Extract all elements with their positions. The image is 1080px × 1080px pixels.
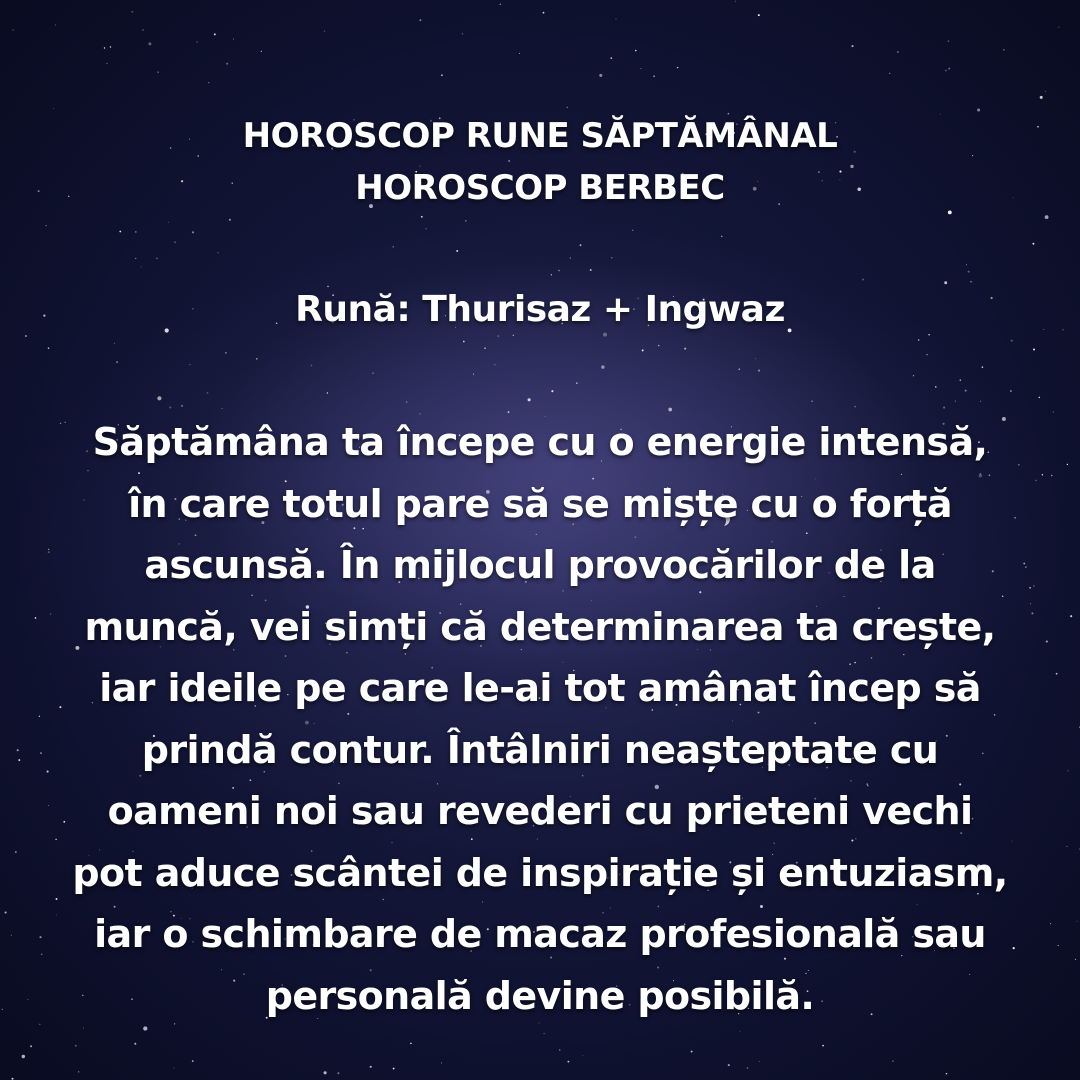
star: [174, 241, 176, 243]
paragraph-line: iar ideile pe care le-ai tot amânat încep să: [99, 666, 981, 710]
star: [372, 372, 374, 374]
star: [965, 390, 967, 392]
star: [889, 73, 890, 74]
star: [918, 339, 919, 340]
star: [110, 46, 111, 47]
star: [528, 398, 531, 401]
star: [677, 67, 678, 68]
star: [1068, 770, 1069, 771]
star: [558, 270, 560, 272]
star: [943, 407, 945, 409]
star: [508, 160, 510, 162]
star: [946, 1073, 948, 1075]
star: [225, 352, 227, 354]
star: [640, 68, 641, 69]
star: [226, 63, 228, 65]
star: [1058, 27, 1059, 28]
star: [25, 335, 27, 337]
star: [755, 358, 756, 359]
star: [106, 63, 107, 64]
star: [15, 851, 16, 852]
star: [169, 406, 171, 408]
star: [207, 392, 209, 394]
star: [610, 57, 612, 59]
star: [190, 364, 191, 365]
star: [543, 12, 545, 14]
star: [410, 1043, 412, 1045]
star: [653, 75, 655, 77]
star: [928, 334, 929, 335]
star: [173, 1068, 174, 1069]
star: [141, 266, 142, 267]
star: [17, 749, 19, 751]
star: [544, 1033, 545, 1034]
star: [104, 47, 105, 48]
star: [970, 281, 972, 283]
star: [580, 244, 582, 246]
star: [632, 230, 634, 232]
star: [966, 264, 967, 265]
paragraph-line: în care totul pare să se mișțe cu o forță: [128, 481, 952, 526]
star: [30, 1045, 32, 1047]
star: [327, 392, 328, 393]
star: [441, 1062, 442, 1063]
star: [83, 1028, 84, 1029]
star: [142, 29, 143, 30]
star: [192, 1060, 194, 1062]
star: [393, 1068, 395, 1070]
star: [1033, 349, 1035, 351]
star: [739, 1031, 740, 1032]
star: [192, 231, 194, 233]
star: [168, 222, 169, 223]
star: [311, 365, 313, 367]
star: [738, 368, 740, 370]
star: [53, 108, 54, 109]
star: [728, 1064, 730, 1066]
star: [862, 278, 864, 280]
paragraph-line: oameni noi sau revederi cu prieteni vechi: [107, 789, 973, 833]
star: [229, 219, 231, 221]
star: [1039, 397, 1041, 399]
star: [256, 358, 257, 359]
star: [2, 1009, 3, 1010]
star: [222, 408, 223, 409]
star: [119, 231, 121, 233]
star: [948, 210, 952, 214]
star: [218, 252, 219, 253]
star: [156, 257, 158, 259]
star: [935, 386, 937, 388]
star: [570, 257, 571, 258]
star: [22, 1055, 25, 1058]
horoscope-paragraph: [20, 412, 1060, 1027]
paragraph-line: prindă contur. Întâlniri neașteptate cu: [141, 727, 939, 772]
star: [851, 45, 853, 47]
star: [854, 406, 856, 408]
star: [494, 364, 495, 365]
star: [721, 236, 723, 238]
star: [566, 107, 568, 109]
star: [1040, 96, 1043, 99]
star: [1003, 49, 1004, 50]
paragraph-line: pot aduce scântei de inspirație și entuziasm,: [72, 850, 1008, 895]
star: [582, 1055, 583, 1056]
star: [419, 19, 421, 21]
star: [519, 53, 520, 54]
page-title: HOROSCOP RUNE SĂPTĂMÂNAL: [242, 116, 838, 156]
star: [747, 1067, 749, 1069]
star: [926, 354, 927, 355]
star: [811, 400, 812, 401]
star: [642, 349, 644, 351]
star: [261, 51, 262, 52]
star: [11, 935, 12, 936]
paragraph-line: iar o schimbare de macaz profesională sau: [94, 912, 986, 956]
star: [1011, 340, 1013, 342]
star: [960, 379, 962, 381]
star: [134, 1043, 136, 1045]
star: [551, 390, 553, 392]
star: [441, 74, 443, 76]
paragraph-line: personală devine posibilă.: [265, 973, 815, 1018]
star: [913, 375, 914, 376]
star: [603, 333, 607, 337]
star: [337, 1072, 339, 1074]
rune-heading: Rună: Thurisaz + Ingwaz: [295, 289, 785, 330]
star: [611, 257, 612, 258]
star: [822, 1045, 824, 1047]
star: [135, 231, 137, 233]
star: [513, 335, 514, 336]
star: [208, 82, 209, 83]
star: [635, 50, 637, 52]
star: [13, 29, 14, 30]
star: [157, 71, 158, 72]
star: [78, 1071, 79, 1072]
star: [1045, 91, 1046, 92]
star: [116, 361, 118, 363]
star: [944, 281, 947, 284]
star: [75, 1045, 77, 1047]
star: [114, 343, 115, 344]
star: [668, 408, 672, 412]
star: [1077, 921, 1078, 922]
star: [5, 911, 7, 913]
star: [392, 246, 394, 248]
star: [735, 1, 736, 2]
star: [148, 42, 151, 45]
star: [590, 269, 592, 271]
star: [758, 370, 760, 372]
star: [406, 401, 408, 403]
star: [955, 400, 956, 401]
star: [473, 374, 474, 375]
star: [131, 11, 133, 13]
star: [948, 68, 950, 70]
star: [1032, 243, 1034, 245]
star: [425, 228, 426, 229]
star: [456, 250, 458, 252]
star: [658, 345, 659, 346]
star: [977, 108, 980, 111]
star: [758, 14, 760, 16]
star: [484, 347, 486, 349]
star: [567, 1061, 569, 1063]
star: [948, 40, 950, 42]
star: [463, 341, 465, 343]
star: [462, 33, 463, 34]
star: [892, 1061, 893, 1062]
star: [551, 274, 552, 275]
star: [968, 271, 970, 273]
star: [616, 19, 617, 20]
star: [684, 348, 686, 350]
star: [48, 347, 50, 349]
paragraph-line: muncă, vei simți că determinarea ta crește,: [84, 604, 996, 649]
star: [324, 31, 325, 32]
paragraph-line: Săptămâna ta începe cu o energie intensă,: [92, 420, 988, 464]
star: [181, 405, 183, 407]
star: [500, 4, 501, 5]
star: [1075, 959, 1076, 960]
star: [1066, 846, 1067, 847]
star: [1010, 390, 1012, 392]
star: [143, 1026, 147, 1030]
star: [559, 1049, 560, 1050]
star: [465, 220, 467, 222]
star: [691, 1051, 693, 1053]
page-subtitle: HOROSCOP BERBEC: [355, 168, 725, 208]
star: [1045, 215, 1049, 219]
star: [233, 38, 234, 39]
star: [324, 1071, 327, 1074]
star: [980, 401, 981, 402]
star: [421, 216, 423, 218]
star: [945, 70, 947, 72]
star: [497, 335, 499, 337]
star: [197, 41, 198, 42]
star: [599, 74, 602, 77]
star: [214, 33, 216, 35]
star: [601, 365, 604, 368]
star: [157, 396, 161, 400]
star: [370, 1066, 372, 1068]
star: [1067, 464, 1068, 465]
star: [897, 51, 898, 52]
star: [759, 1061, 760, 1062]
star: [135, 258, 136, 259]
star: [1070, 615, 1072, 617]
star: [46, 225, 47, 226]
paragraph-line: ascunsă. În mijlocul provocărilor de la: [144, 543, 936, 587]
star: [55, 24, 56, 25]
star: [576, 382, 578, 384]
star: [982, 366, 984, 368]
